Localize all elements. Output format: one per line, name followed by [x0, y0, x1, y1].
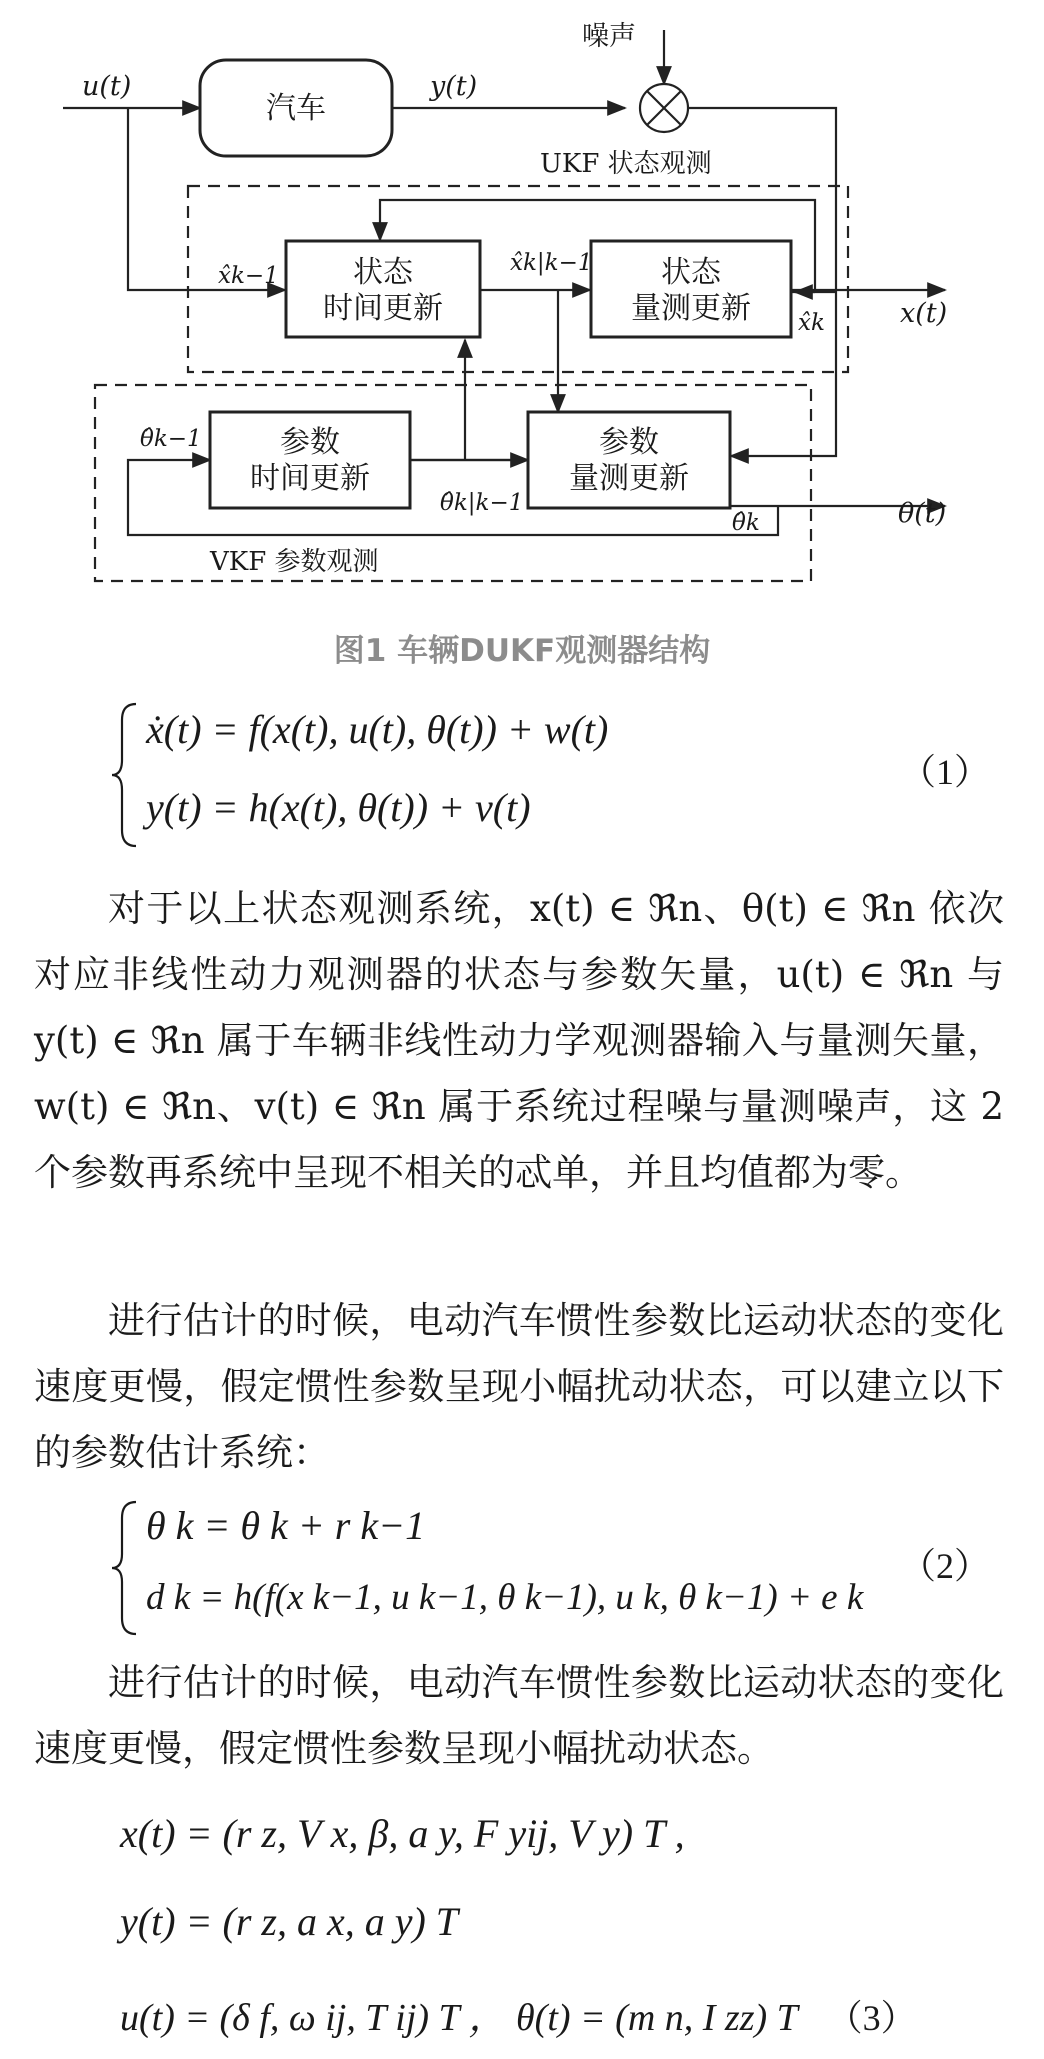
label-x-hat-k-k-1: x̂k|k−1 — [510, 250, 593, 276]
label-vkf: VKF 参数观测 — [210, 547, 379, 577]
param-meas-label-1: 参数 — [599, 425, 659, 460]
equation-2-line-1: θ k = θ k + r k−1 — [146, 1503, 426, 1548]
label-ukf: UKF 状态观测 — [540, 149, 712, 179]
paragraph-3-block — [34, 1650, 1004, 1782]
equation-2-number: （2） — [899, 1546, 990, 1586]
state-meas-label-2: 量测更新 — [631, 291, 751, 326]
equation-3-line-3 — [120, 1986, 917, 2041]
param-meas-label-2: 量测更新 — [569, 461, 689, 496]
label-theta-t: θ(t) — [898, 498, 947, 529]
label-noise: 噪声 — [582, 21, 636, 52]
equation-1-line-2: y(t) = h(x(t), θ(t)) + v(t) — [146, 785, 531, 830]
paragraph-3: 进行估计的时候，电动汽车惯性参数比运动状态的变化速度更慢，假定惯性参数呈现小幅扰动状态。 — [34, 1661, 1004, 1770]
paragraph-2: 进行估计的时候，电动汽车惯性参数比运动状态的变化速度更慢，假定惯性参数呈现小幅扰动状态，可以建立以下的参数估计系统： — [34, 1299, 1004, 1474]
equation-1-number: （1） — [899, 752, 990, 792]
paragraph-1: 对于以上状态观测系统，x(t) ∈ ℜn、θ(t) ∈ ℜn 依次对应非线性动力观测器的状态与参数矢量，u(t) ∈ ℜn 与 y(t) ∈ ℜn 属于车辆非线性动力学观测器输入与量测矢量，w(t) ∈ ℜn、v(t) ∈ ℜn 属于系统过程噪与量测噪声，这 2 个参数再系统中呈现不相关的忒单，并且均值都为零。 — [34, 887, 1004, 1194]
paragraph-2-block — [34, 1288, 1004, 1486]
paragraph-1-block — [34, 876, 1004, 1206]
brace-2 — [110, 1498, 140, 1638]
param-time-label-2: 时间更新 — [250, 461, 370, 496]
car-label: 汽车 — [266, 91, 326, 126]
dukf-block-diagram — [0, 0, 1044, 600]
label-theta-hat-k-k-1: θ̂k|k−1 — [440, 490, 524, 516]
equation-3-line-1: x(t) = (r z, V x, β, a y, F yij, V y) T , — [120, 1811, 685, 1856]
equation-3-line-3-text: u(t) = (δ f, ω ij, T ij) T ， θ(t) = (m n, I zz) T — [120, 1997, 798, 2039]
state-time-label-1: 状态 — [353, 255, 413, 290]
label-theta-hat-k: θ̂k — [732, 510, 760, 536]
figure-caption: 图1 车辆DUKF观测器结构 — [333, 633, 711, 669]
label-y-t: y(t) — [430, 71, 478, 102]
label-x-hat-k-1: x̂k−1 — [218, 263, 279, 289]
label-theta-hat-k-1: θ̂k−1 — [140, 426, 202, 452]
param-time-label-1: 参数 — [280, 425, 340, 460]
brace-1 — [110, 700, 140, 850]
equation-2-line-2: d k = h(f(x k−1, u k−1, θ k−1), u k, θ k−1) + e k — [146, 1577, 864, 1618]
label-x-t: x(t) — [900, 298, 948, 329]
equation-3-line-2: y(t) = (r z, a x, a y) T — [120, 1899, 459, 1944]
label-x-hat-k: x̂k — [798, 310, 825, 336]
state-time-label-2: 时间更新 — [323, 291, 443, 326]
equation-3-number: （3） — [826, 1998, 917, 2038]
equation-2 — [110, 1498, 990, 1638]
equation-1-line-1: ẋ(t) = f(x(t), u(t), θ(t)) + w(t) — [146, 707, 609, 752]
label-u-t: u(t) — [82, 71, 132, 102]
equation-1 — [110, 700, 990, 850]
noise-sum-junction — [640, 84, 688, 132]
state-meas-label-1: 状态 — [661, 255, 721, 290]
